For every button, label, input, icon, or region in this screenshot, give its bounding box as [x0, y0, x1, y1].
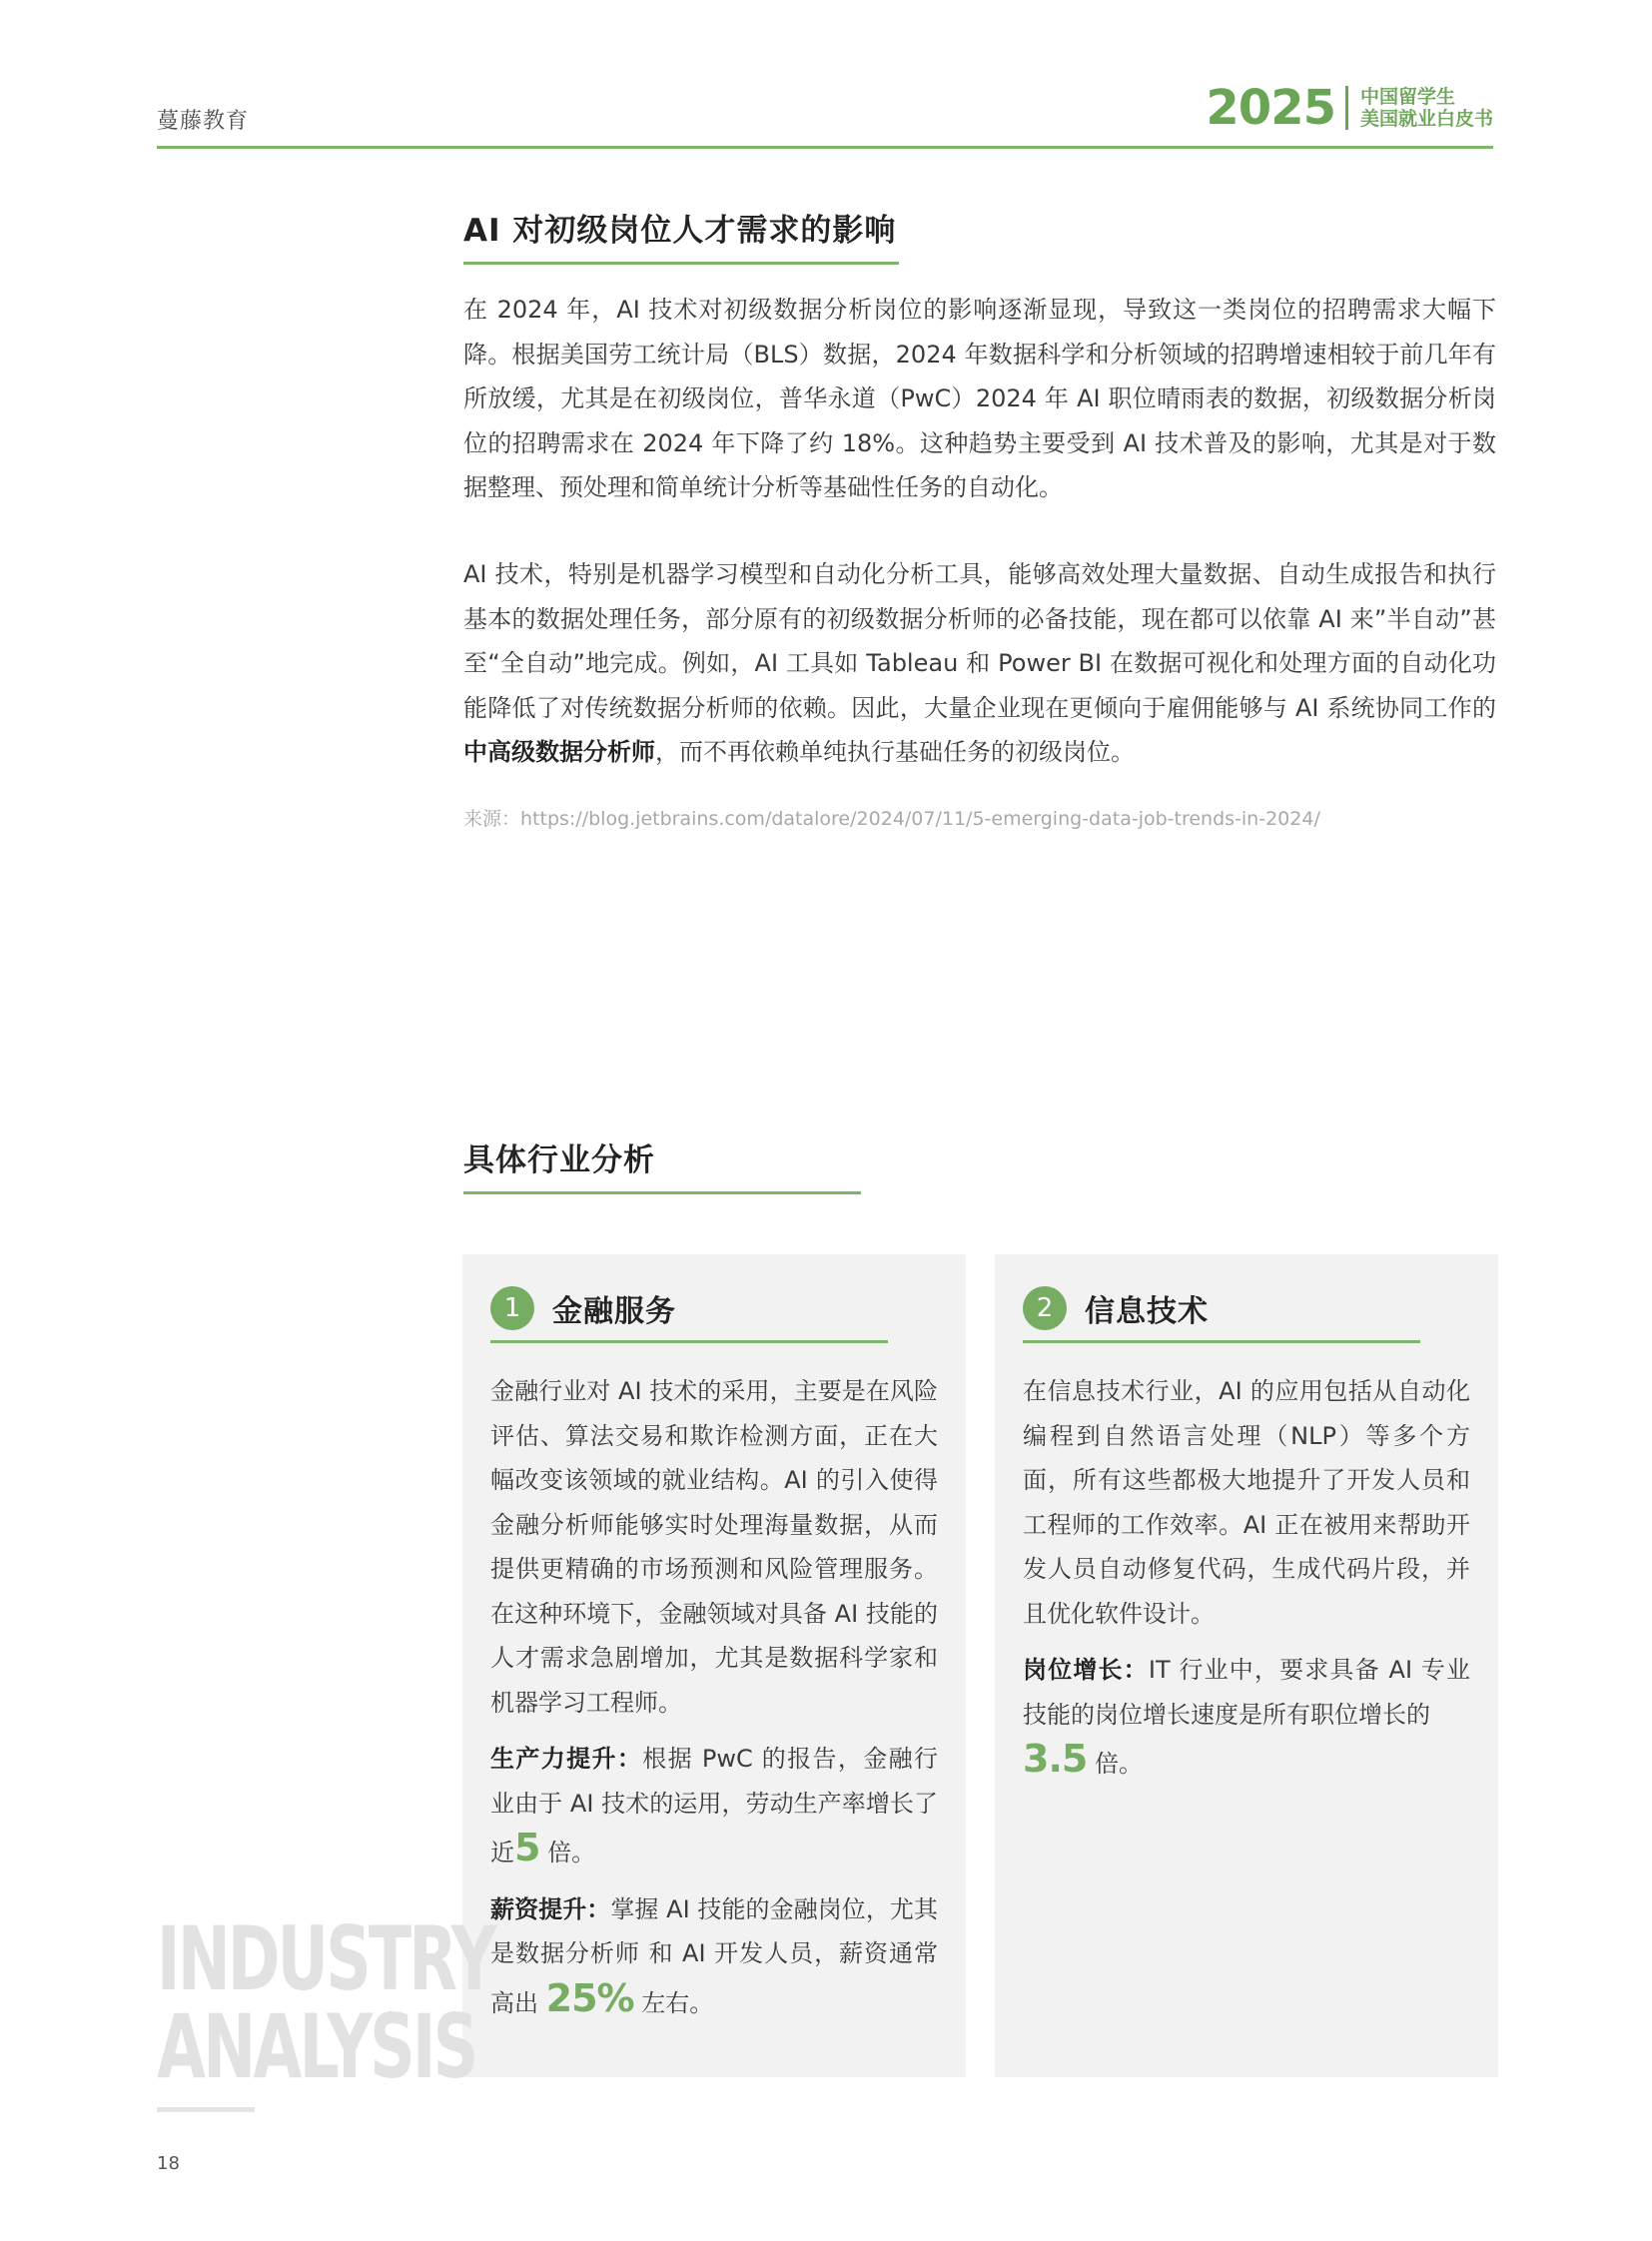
highlight-number: 25% — [545, 1975, 634, 2020]
report-year: 2025 — [1206, 80, 1335, 136]
industry-card-finance — [462, 1254, 966, 2077]
card-point-job-growth — [1023, 1648, 1470, 1787]
brand-name: 蔓藤教育 — [157, 109, 250, 134]
paragraph-2-bold: 中高级数据分析师 — [463, 738, 655, 766]
section-title-industry-analysis: 具体行业分析 — [463, 1134, 861, 1194]
point-text: IT 行业中，要求具备 AI 专业技能的岗位增长速度是所有职位增长的 — [1023, 1656, 1471, 1729]
point-suffix: 倍。 — [1094, 1750, 1143, 1778]
industry-card-it — [995, 1254, 1498, 2077]
number-badge: 2 — [1023, 1286, 1067, 1330]
report-mark — [1206, 80, 1493, 136]
report-title-line2: 美国就业白皮书 — [1359, 108, 1493, 130]
paragraph-2-start: AI 技术，特别是机器学习模型和自动化分析工具，能够高效处理大量数据、自动生成报告和执行基本的数据处理任务，部分原有的初级数据分析师的必备技能，现在都可以依靠 AI 来”半自动”甚至“全自动”地完成。例如，AI 工具如 Tableau 和 Power BI 在数据可视化和处理方面的自动化功能降低了对传统数据分析师的依赖。因此，大量企业现在更倾向于雇佣能够与 AI 系统协同工作的 — [463, 560, 1496, 722]
highlight-number: 5 — [514, 1826, 540, 1869]
card-body — [490, 1369, 938, 2025]
point-suffix: 左右。 — [641, 1988, 714, 2017]
point-text: 掌握 AI 技能的金融岗位，尤其是数据分析师 和 AI 开发人员，薪资通常高出 — [490, 1894, 938, 2017]
watermark-rule — [157, 2107, 255, 2112]
point-label: 薪资提升： — [490, 1894, 611, 1923]
page-header — [157, 80, 1493, 149]
report-title-line1: 中国留学生 — [1359, 86, 1455, 108]
number-badge: 1 — [490, 1286, 534, 1330]
card-header — [1023, 1286, 1420, 1343]
page-number: 18 — [157, 2153, 180, 2174]
card-intro: 金融行业对 AI 技术的采用，主要是在风险评估、算法交易和欺诈检测方面，正在大幅改变该领域的就业结构。AI 的引入使得金融分析师能够实时处理海量数据，从而提供更精确的市场预测和风险管理服务。在这种环境下，金融领域对具备 AI 技能的人才需求急剧增加，尤其是数据科学家和机器学习工程师。 — [490, 1377, 938, 1717]
watermark-line1: INDUSTRY — [157, 1907, 494, 2010]
card-body — [1023, 1369, 1470, 1787]
report-divider — [1345, 86, 1348, 130]
card-title: 金融服务 — [552, 1294, 676, 1329]
point-text: 根据 PwC 的报告，金融行业由于 AI 技术的运用，劳动生产率增长了近 — [490, 1745, 938, 1867]
watermark-line2: ANALYSIS — [157, 1995, 476, 2098]
point-label: 岗位增长： — [1023, 1656, 1149, 1684]
report-title — [1360, 86, 1493, 130]
card-intro: 在信息技术行业，AI 的应用包括从自动化编程到自然语言处理（NLP）等多个方面，所有这些都极大地提升了开发人员和工程师的工作效率。AI 正在被用来帮助开发人员自动修复代码，生成代码片段，并且优化软件设计。 — [1023, 1377, 1470, 1628]
card-title: 信息技术 — [1085, 1294, 1209, 1329]
source-citation: 来源：https://blog.jetbrains.com/datalore/2024/07/11/5-emerging-data-job-trends-in-2024/ — [463, 808, 1320, 830]
section-title-ai-impact: AI 对初级岗位人才需求的影响 — [463, 205, 899, 265]
point-label: 生产力提升： — [490, 1745, 643, 1773]
point-suffix: 倍。 — [547, 1839, 596, 1867]
industry-analysis-watermark — [157, 1907, 494, 2098]
highlight-number: 3.5 — [1023, 1737, 1088, 1781]
paragraph-1: 在 2024 年，AI 技术对初级数据分析岗位的影响逐渐显现，导致这一类岗位的招聘需求大幅下降。根据美国劳工统计局（BLS）数据，2024 年数据科学和分析领域的招聘增速相较于前几年有所放缓，尤其是在初级岗位，普华永道（PwC）2024 年 AI 职位晴雨表的数据，初级数据分析岗位的招聘需求在 2024 年下降了约 18%。这种趋势主要受到 AI 技术普及的影响，尤其是对于数据整理、预处理和简单统计分析等基础性任务的自动化。 — [463, 296, 1496, 501]
card-point-salary — [490, 1887, 938, 2026]
card-point-productivity — [490, 1737, 938, 1875]
paragraph-2 — [463, 552, 1496, 775]
paragraph-2-end: ，而不再依赖单纯执行基础任务的初级岗位。 — [655, 738, 1135, 766]
card-header — [490, 1286, 888, 1343]
